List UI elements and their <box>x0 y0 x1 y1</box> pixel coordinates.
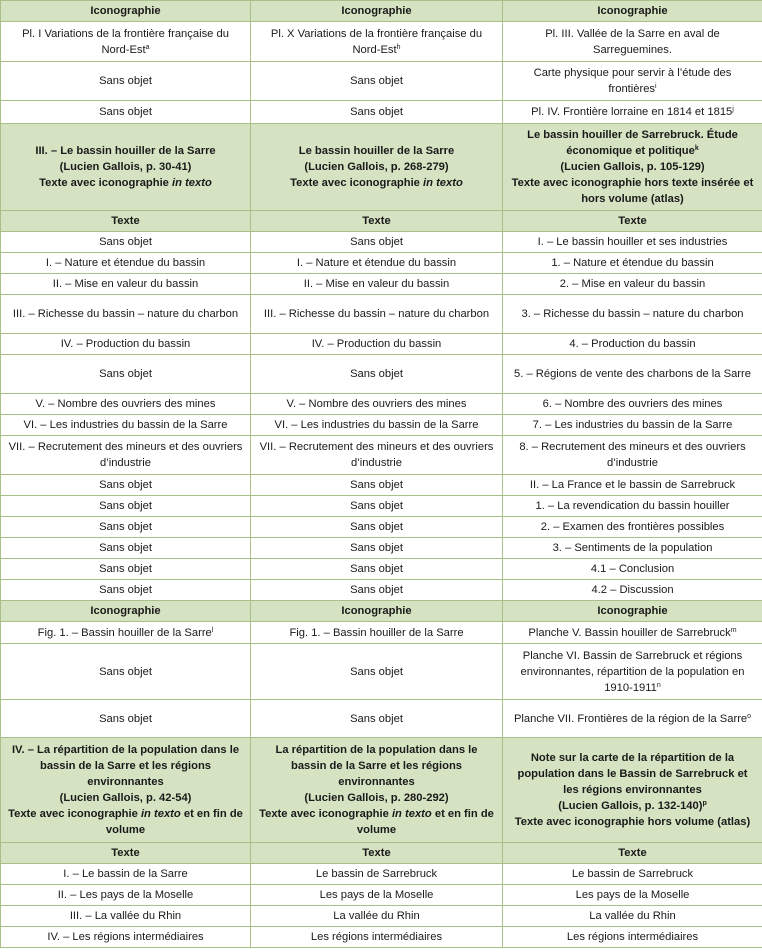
section-text: et en fin de volume <box>356 808 494 836</box>
table-cell <box>251 232 503 253</box>
table-cell <box>1 864 251 885</box>
cell-text: Sans objet <box>99 665 152 678</box>
table-cell <box>251 22 503 62</box>
table-cell <box>1 232 251 253</box>
table-cell <box>503 700 762 738</box>
footnote-marker: m <box>730 626 737 634</box>
section-title-cell <box>503 738 762 843</box>
column-header: Texte <box>251 843 503 864</box>
table-cell <box>503 475 762 496</box>
table-row <box>1 475 762 496</box>
cell-text: Fig. 1. – Bassin houiller de la Sarre <box>37 626 212 639</box>
table-cell <box>251 580 503 601</box>
cell-text: 8. – Recrutement des mineurs et des ouvriers d’industrie <box>519 441 746 469</box>
table-cell <box>503 274 762 295</box>
column-header: Iconographie <box>251 1 503 22</box>
cell-text: Sans objet <box>99 563 152 575</box>
column-header: Texte <box>503 211 762 232</box>
cell-text: Sans objet <box>350 479 403 491</box>
italic-text: in texto <box>140 808 181 820</box>
table-cell <box>503 906 762 927</box>
table-cell <box>1 334 251 355</box>
cell-text: 6. – Nombre des ouvriers des mines <box>542 398 723 410</box>
table-row <box>1 864 762 885</box>
section-title-cell <box>1 124 251 211</box>
table-cell <box>251 927 503 948</box>
table-cell <box>1 295 251 334</box>
footnote-marker: j <box>732 106 734 113</box>
table-cell <box>1 436 251 475</box>
section-text: (Lucien Gallois, p. 42-54) <box>59 792 192 804</box>
table-row <box>1 232 762 253</box>
cell-text: Pl. X Variations de la frontière française du Nord-Est <box>270 27 483 56</box>
table-row <box>1 22 762 62</box>
cell-text: Les pays de la Moselle <box>575 889 690 901</box>
table-cell <box>1 22 251 62</box>
table-cell <box>503 22 762 62</box>
cell-text: II. – La France et le bassin de Sarrebruck <box>529 479 736 491</box>
cell-text: IV. – Production du bassin <box>60 338 191 350</box>
cell-text: Planche VI. Bassin de Sarrebruck et régions environnantes, répartition de la population en 1910-1911 <box>520 649 745 694</box>
section-title-cell <box>1 738 251 843</box>
table-cell <box>251 538 503 559</box>
table-cell <box>251 355 503 394</box>
cell-text: Sans objet <box>350 500 403 512</box>
table-cell <box>503 334 762 355</box>
cell-text: 4.2 – Discussion <box>591 584 674 596</box>
table-cell <box>251 274 503 295</box>
section-title-row <box>1 124 762 211</box>
table-cell <box>251 906 503 927</box>
table-cell <box>1 274 251 295</box>
table-row <box>1 101 762 124</box>
table-cell <box>503 538 762 559</box>
table-cell <box>251 101 503 124</box>
table-cell <box>251 885 503 906</box>
cell-text: V. – Nombre des ouvriers des mines <box>35 398 216 410</box>
header-row <box>1 211 762 232</box>
table-cell <box>1 622 251 644</box>
section-text: et en fin de volume <box>105 808 243 836</box>
table-cell <box>503 62 762 101</box>
table-cell <box>251 436 503 475</box>
section-text: (Lucien Gallois, p. 280-292) <box>304 792 449 804</box>
table-cell <box>251 394 503 415</box>
cell-text: Pl. IV. Frontière lorraine en 1814 et 1815 <box>531 106 733 118</box>
cell-text: 7. – Les industries du bassin de la Sarre <box>532 419 733 431</box>
table-cell <box>503 644 762 700</box>
table-cell <box>251 475 503 496</box>
cell-text: Sans objet <box>99 106 152 118</box>
cell-text: Fig. 1. – Bassin houiller de la Sarre <box>289 626 464 639</box>
section-text: (Lucien Gallois, p. 132-140) <box>558 800 703 812</box>
cell-text: 5. – Régions de vente des charbons de la Sarre <box>514 368 751 380</box>
footnote-marker: k <box>694 145 699 152</box>
section-text: Le bassin houiller de Sarrebruck. Étude économique et politique <box>527 129 738 157</box>
section-text: Le bassin houiller de la Sarre <box>298 145 455 157</box>
section-text: (Lucien Gallois, p. 30-41) <box>59 161 192 173</box>
cell-text: Sans objet <box>99 236 152 248</box>
column-header: Texte <box>1 843 251 864</box>
table-cell <box>251 700 503 738</box>
cell-text: III. – Richesse du bassin – nature du charbon <box>263 308 490 320</box>
cell-text: VII. – Recrutement des mineurs et des ouvriers d’industrie <box>259 441 494 469</box>
table-row <box>1 436 762 475</box>
cell-text: Sans objet <box>99 521 152 533</box>
cell-text: Sans objet <box>350 542 403 554</box>
table-cell <box>251 253 503 274</box>
column-header: Texte <box>251 211 503 232</box>
section-title-cell <box>503 124 762 211</box>
cell-text: I. – Le bassin de la Sarre <box>63 868 188 880</box>
table-cell <box>1 906 251 927</box>
table-row <box>1 334 762 355</box>
table-cell <box>251 559 503 580</box>
column-header: Iconographie <box>503 1 762 22</box>
section-text: Texte avec iconographie hors volume (atlas) <box>514 816 751 828</box>
table-row <box>1 517 762 538</box>
table-cell <box>503 355 762 394</box>
cell-text: VII. – Recrutement des mineurs et des ouvriers d’industrie <box>8 441 243 469</box>
cell-text: IV. – Les régions intermédiaires <box>47 931 204 943</box>
table-cell <box>1 700 251 738</box>
cell-text: VI. – Les industries du bassin de la Sarre <box>274 419 479 431</box>
section-title-cell <box>251 124 503 211</box>
table-row <box>1 906 762 927</box>
cell-text: Le bassin de Sarrebruck <box>315 868 438 880</box>
section-title-row <box>1 738 762 843</box>
cell-text: I. – Le bassin houiller et ses industries <box>537 236 728 248</box>
table-cell <box>1 559 251 580</box>
table-row <box>1 644 762 700</box>
table-cell <box>251 334 503 355</box>
table-cell <box>503 517 762 538</box>
cell-text: Le bassin de Sarrebruck <box>571 868 694 880</box>
cell-text: Sans objet <box>99 500 152 512</box>
table-cell <box>503 580 762 601</box>
table-cell <box>503 496 762 517</box>
cell-text: Sans objet <box>350 584 403 596</box>
table-cell <box>251 62 503 101</box>
table-row <box>1 538 762 559</box>
cell-text: II. – Mise en valeur du bassin <box>303 278 450 290</box>
cell-text: Sans objet <box>350 563 403 575</box>
footnote-marker: o <box>747 712 752 720</box>
cell-text: La vallée du Rhin <box>589 910 676 922</box>
table-cell <box>251 415 503 436</box>
cell-text: Sans objet <box>350 712 403 725</box>
cell-text: Sans objet <box>350 368 403 380</box>
table-row <box>1 700 762 738</box>
table-cell <box>1 355 251 394</box>
table-row <box>1 622 762 644</box>
column-header: Texte <box>1 211 251 232</box>
cell-text: III. – Richesse du bassin – nature du charbon <box>12 308 239 320</box>
cell-text: I. – Nature et étendue du bassin <box>45 257 206 269</box>
cell-text: Sans objet <box>99 712 152 725</box>
cell-text: II. – Mise en valeur du bassin <box>52 278 199 290</box>
table-cell <box>503 394 762 415</box>
cell-text: 2. – Mise en valeur du bassin <box>559 278 706 290</box>
section-text: Texte avec iconographie <box>290 177 424 189</box>
table-cell <box>503 232 762 253</box>
table-cell <box>251 517 503 538</box>
section-text: III. – Le bassin houiller de la Sarre <box>35 145 216 157</box>
cell-text: 4. – Production du bassin <box>569 338 696 350</box>
footnote-marker: a <box>145 43 150 51</box>
footnote-marker: h <box>396 43 401 51</box>
section-text: Note sur la carte de la répartition de la population dans le Bassin de Sarrebruck et les régions environnantes <box>517 752 748 796</box>
italic-text: in texto <box>423 177 463 189</box>
cell-text: Planche V. Bassin houiller de Sarrebruck <box>528 626 731 639</box>
cell-text: 3. – Richesse du bassin – nature du charbon <box>521 308 744 320</box>
cell-text: Pl. I Variations de la frontière française du Nord-Est <box>22 27 229 56</box>
section-text: Texte avec iconographie <box>259 808 392 820</box>
table-cell <box>1 253 251 274</box>
cell-text: Les régions intermédiaires <box>566 931 699 943</box>
table-cell <box>1 580 251 601</box>
table-cell <box>1 517 251 538</box>
cell-text: Sans objet <box>99 542 152 554</box>
table-cell <box>503 295 762 334</box>
table-cell <box>503 559 762 580</box>
cell-text: 1. – La revendication du bassin houiller <box>535 500 730 512</box>
cell-text: IV. – Production du bassin <box>311 338 442 350</box>
cell-text: Sans objet <box>350 521 403 533</box>
section-text: (Lucien Gallois, p. 105-129) <box>560 161 705 173</box>
table-cell <box>251 295 503 334</box>
table-cell <box>503 927 762 948</box>
cell-text: 4.1 – Conclusion <box>590 563 675 575</box>
table-cell <box>503 253 762 274</box>
cell-text: I. – Nature et étendue du bassin <box>296 257 457 269</box>
cell-text: Sans objet <box>99 75 152 87</box>
table-cell <box>1 62 251 101</box>
table-body <box>1 1 762 948</box>
table-cell <box>503 101 762 124</box>
footnote-marker: n <box>656 681 661 689</box>
table-cell <box>1 885 251 906</box>
cell-text: V. – Nombre des ouvriers des mines <box>286 398 467 410</box>
table-row <box>1 62 762 101</box>
table-row <box>1 394 762 415</box>
section-text: La répartition de la population dans le bassin de la Sarre et les régions environnantes <box>275 744 478 788</box>
table-cell <box>503 622 762 644</box>
table-cell <box>1 538 251 559</box>
table-row <box>1 355 762 394</box>
table-cell <box>251 622 503 644</box>
cell-text: Sans objet <box>350 75 403 87</box>
cell-text: Sans objet <box>350 665 403 678</box>
table-row <box>1 274 762 295</box>
cell-text: 3. – Sentiments de la population <box>552 542 713 554</box>
cell-text: Sans objet <box>99 368 152 380</box>
table-row <box>1 885 762 906</box>
cell-text: La vallée du Rhin <box>333 910 420 922</box>
table-cell <box>1 394 251 415</box>
table-row <box>1 496 762 517</box>
table-cell <box>503 436 762 475</box>
table-row <box>1 295 762 334</box>
table-cell <box>503 885 762 906</box>
table-cell <box>251 496 503 517</box>
cell-text: Carte physique pour servir à l’étude des frontières <box>533 67 732 95</box>
cell-text: Les pays de la Moselle <box>319 889 434 901</box>
header-row <box>1 601 762 622</box>
footnote-marker: l <box>211 626 214 634</box>
table-cell <box>503 864 762 885</box>
section-text: Texte avec iconographie hors texte insérée et hors volume (atlas) <box>511 177 754 205</box>
table-row <box>1 559 762 580</box>
section-title-cell <box>251 738 503 843</box>
header-row <box>1 1 762 22</box>
header-row <box>1 843 762 864</box>
table-cell <box>1 415 251 436</box>
section-text: Texte avec iconographie <box>39 177 173 189</box>
table-row <box>1 927 762 948</box>
column-header: Texte <box>503 843 762 864</box>
italic-text: in texto <box>391 808 432 820</box>
cell-text: 1. – Nature et étendue du bassin <box>551 257 714 269</box>
table-cell <box>251 864 503 885</box>
table-cell <box>503 415 762 436</box>
table-cell <box>1 475 251 496</box>
table-cell <box>251 644 503 700</box>
cell-text: Les régions intermédiaires <box>310 931 443 943</box>
table-row <box>1 580 762 601</box>
table-row <box>1 253 762 274</box>
footnote-marker: i <box>655 83 657 90</box>
cell-text: II. – Les pays de la Moselle <box>57 889 194 901</box>
column-header: Iconographie <box>251 601 503 622</box>
cell-text: VI. – Les industries du bassin de la Sarre <box>23 419 228 431</box>
section-text: Texte avec iconographie <box>8 808 141 820</box>
column-header: Iconographie <box>503 601 762 622</box>
table-cell <box>1 496 251 517</box>
italic-text: in texto <box>172 177 212 189</box>
table-row <box>1 415 762 436</box>
table-cell <box>1 101 251 124</box>
cell-text: Planche VII. Frontières de la région de la Sarre <box>513 712 748 725</box>
column-header: Iconographie <box>1 1 251 22</box>
cell-text: Sans objet <box>350 106 403 118</box>
cell-text: 2. – Examen des frontières possibles <box>540 521 725 533</box>
cell-text: Sans objet <box>350 236 403 248</box>
section-text: (Lucien Gallois, p. 268-279) <box>304 161 449 173</box>
table-cell <box>1 644 251 700</box>
table-cell <box>1 927 251 948</box>
cell-text: Sans objet <box>99 479 152 491</box>
cell-text: III. – La vallée du Rhin <box>69 910 182 922</box>
section-text: IV. – La répartition de la population dans le bassin de la Sarre et les régions environnantes <box>11 744 240 788</box>
column-header: Iconographie <box>1 601 251 622</box>
footnote-marker: p <box>702 800 707 807</box>
cell-text: Sans objet <box>99 584 152 596</box>
cell-text: Pl. III. Vallée de la Sarre en aval de Sarreguemines. <box>545 27 720 56</box>
